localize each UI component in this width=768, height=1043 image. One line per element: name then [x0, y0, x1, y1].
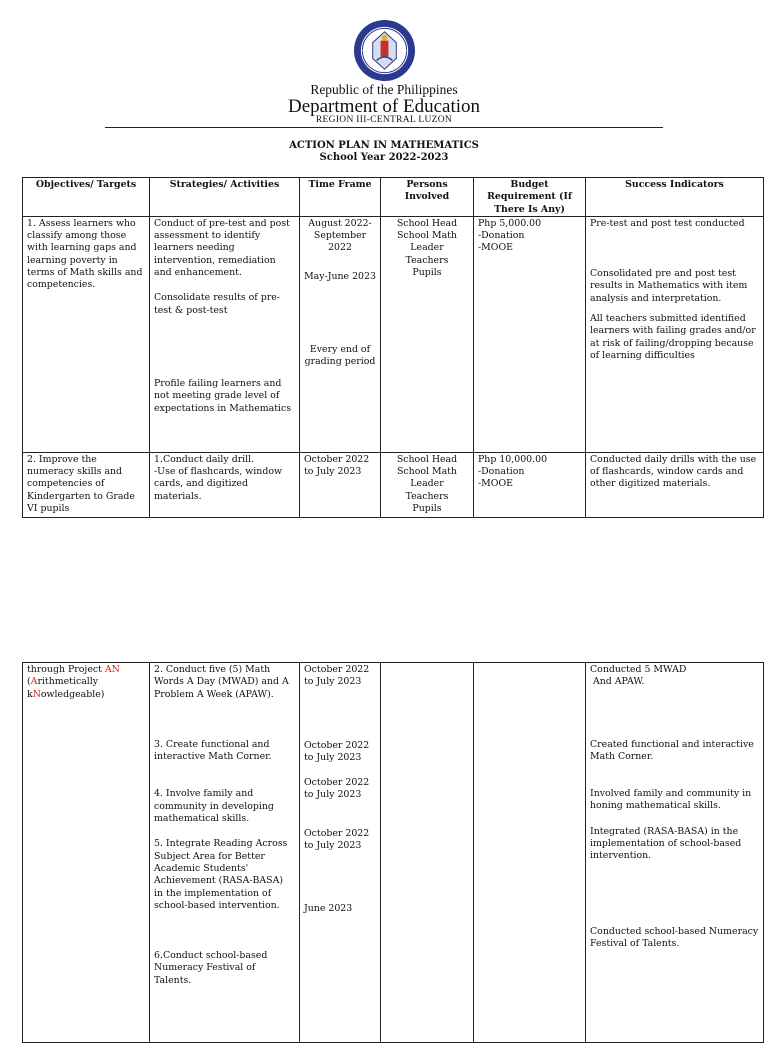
strategy-item: 4. Involve family and community in developing mathematical skills. — [154, 788, 274, 825]
person-item: School Head — [396, 217, 458, 229]
success-item: All teachers submitted identified learners with failing grades and/or at risk of failing/dropping because of learning difficulties — [590, 313, 756, 361]
time-frame-cell — [300, 452, 381, 517]
column-header-persons: Persons Involved — [381, 178, 474, 217]
objective-cell — [23, 452, 150, 517]
objective-text: 1. Assess learners who classify among those with learning gaps and learning poverty in terms of Math skills and competencies. — [27, 217, 143, 291]
person-item: Pupils — [412, 503, 442, 515]
budget-cell — [474, 663, 586, 1043]
strategies-cell — [150, 216, 300, 452]
column-header-budget: Budget Requirement (If There Is Any) — [474, 178, 586, 217]
time-frame-item: October 2022 to July 2023 — [304, 777, 370, 801]
strategies-cell — [150, 452, 300, 517]
objective-end: owledgeable) — [40, 688, 105, 700]
objective-text — [27, 664, 120, 700]
strategy-item: -Use of flashcards, window cards, and digitized materials. — [154, 466, 283, 502]
acronym-letter-n: N — [32, 688, 41, 700]
strategy-item: Conduct of pre-test and post assessment to identify learners needing intervention, remediation and enhancement. — [154, 217, 290, 279]
time-frame-item: Every end of grading period — [304, 344, 376, 368]
table-row — [23, 216, 764, 452]
strategy-item: 1.Conduct daily drill. — [154, 453, 255, 465]
time-frame-cell — [300, 216, 381, 452]
person-item: Teachers — [405, 490, 449, 502]
person-item: Teachers — [405, 254, 449, 266]
table-row — [23, 663, 764, 1043]
success-item: Involved family and community in honing mathematical skills. — [590, 788, 752, 812]
time-frame-item: October 2022 to July 2023 — [304, 664, 370, 688]
action-plan-table — [22, 177, 764, 518]
project-acronym: AN — [104, 664, 120, 675]
budget-item: -Donation — [478, 466, 525, 478]
success-item: Pre-test and post test conducted — [590, 217, 745, 229]
budget-item: Php 5,000.00 — [478, 217, 542, 229]
strategy-item: 2. Conduct five (5) Math Words A Day (MWAD) and A Problem A Week (APAW). — [154, 664, 289, 700]
column-header-time-frame: Time Frame — [300, 178, 381, 217]
persons-cell — [381, 452, 474, 517]
time-frame-item: October 2022 to July 2023 — [304, 453, 370, 478]
budget-item: -MOOE — [478, 242, 513, 254]
success-item: Conducted school-based Numeracy Festival of Talents. — [590, 925, 759, 949]
column-header-strategies: Strategies/ Activities — [150, 178, 300, 217]
objective-prefix: through Project — [27, 664, 105, 675]
success-item: Consolidated pre and post test results in Mathematics with item analysis and interpretation. — [590, 268, 748, 304]
strategies-cell — [150, 663, 300, 1043]
strategy-item: Profile failing learners and not meeting grade level of expectations in Mathematics — [154, 377, 292, 414]
persons-cell — [381, 663, 474, 1043]
objective-open-paren: ( — [27, 676, 31, 688]
table-header-row — [23, 178, 764, 217]
budget-cell — [474, 452, 586, 517]
success-item: And APAW. — [590, 676, 645, 688]
budget-item: -Donation — [478, 230, 525, 242]
table-row — [23, 452, 764, 517]
deped-seal-icon — [353, 19, 416, 82]
strategy-item: 5. Integrate Reading Across Subject Area for Better Academic Students' Achievement (RASA-BASA) in the implementation of school-based intervention. — [154, 838, 288, 911]
department-heading: Department of Education — [287, 96, 481, 117]
success-item: Conducted daily drills with the use of flashcards, window cards and other digitized materials. — [590, 453, 757, 490]
column-header-success: Success Indicators — [586, 178, 764, 217]
acronym-letter-a: A — [30, 676, 38, 688]
person-item: School Head — [396, 453, 458, 465]
republic-heading: Republic of the Philippines — [310, 82, 458, 97]
strategy-item: Consolidate results of pre-test & post-test — [154, 292, 280, 316]
success-item: Created functional and interactive Math Corner. — [590, 738, 754, 762]
header-divider — [105, 127, 663, 128]
success-item: Integrated (RASA-BASA) in the implementation of school-based intervention. — [590, 825, 742, 862]
document-title: ACTION PLAN IN MATHEMATICS — [289, 140, 479, 151]
persons-cell — [381, 216, 474, 452]
action-plan-table-continued — [22, 662, 764, 1043]
time-frame-item: October 2022 to July 2023 — [304, 827, 370, 852]
person-item: Pupils — [412, 267, 442, 279]
success-cell — [586, 216, 764, 452]
person-item: School Math Leader — [397, 466, 457, 490]
success-item: Conducted 5 MWAD — [590, 664, 687, 675]
region-heading: REGION III-CENTRAL LUZON — [315, 115, 453, 125]
objective-text: 2. Improve the numeracy skills and competencies of Kindergarten to Grade VI pupils — [27, 453, 135, 515]
budget-item: -MOOE — [478, 478, 513, 490]
objective-cell — [23, 216, 150, 452]
time-frame-item: October 2022 to July 2023 — [304, 739, 370, 763]
time-frame-cell — [300, 663, 381, 1043]
time-frame-item: August 2022- September 2022 — [308, 217, 372, 254]
time-frame-item: May-June 2023 — [304, 270, 376, 282]
time-frame-item: June 2023 — [304, 903, 353, 915]
strategy-item: 6.Conduct school-based Numeracy Festival of Talents. — [154, 950, 268, 986]
person-item: School Math Leader — [397, 230, 457, 254]
column-header-objectives: Objectives/ Targets — [23, 178, 150, 217]
success-cell — [586, 663, 764, 1043]
objective-cell — [23, 663, 150, 1043]
school-year: School Year 2022-2023 — [319, 152, 449, 163]
budget-cell — [474, 216, 586, 452]
success-cell — [586, 452, 764, 517]
strategy-item: 3. Create functional and interactive Math Corner. — [154, 738, 272, 763]
objective-mid: rithmetically k — [27, 676, 99, 700]
budget-item: Php 10,000.00 — [478, 453, 548, 465]
